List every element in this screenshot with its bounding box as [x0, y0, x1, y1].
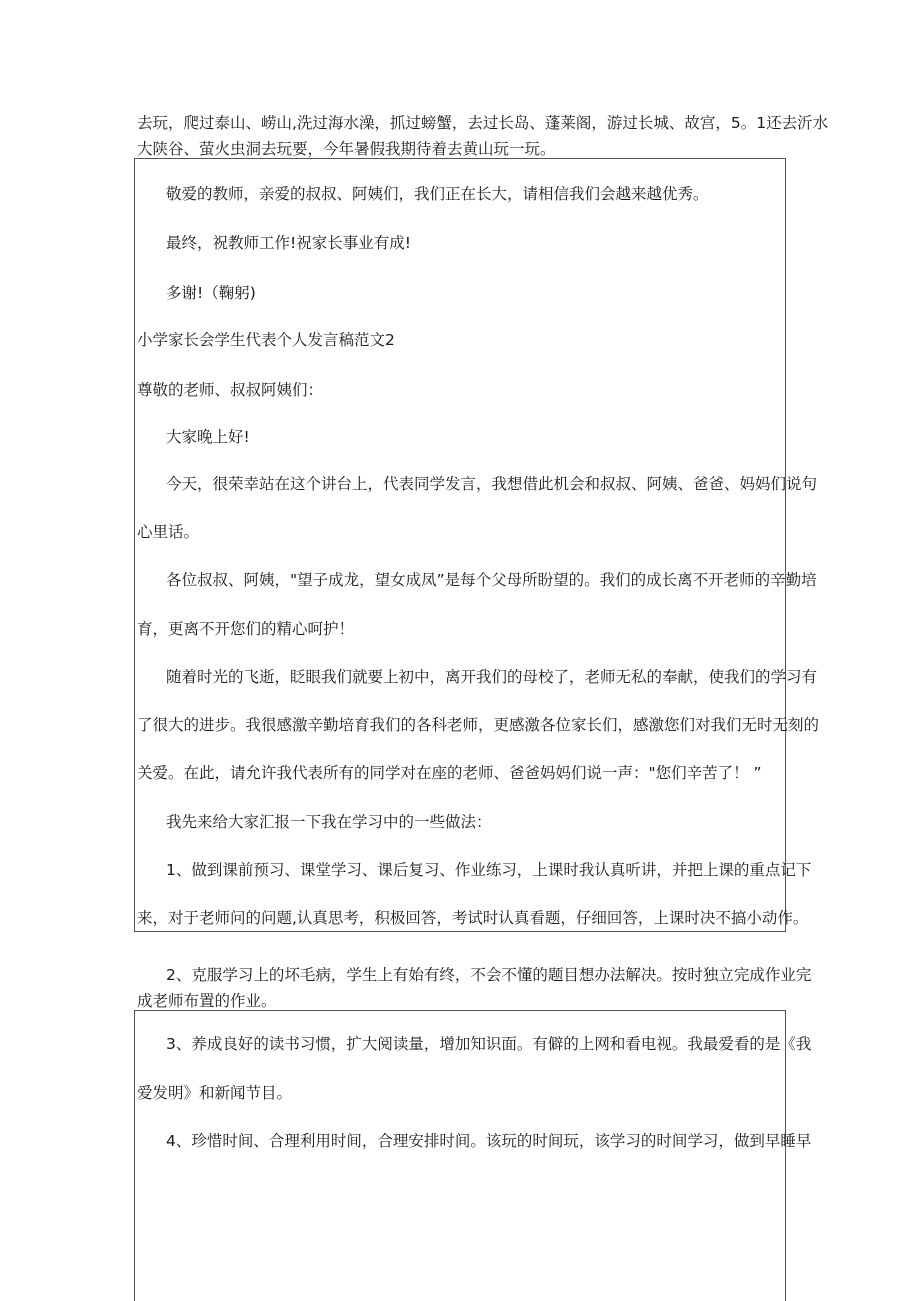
paragraph-8-line-1: 1、做到课前预习、课堂学习、课后复习、作业练习，上课时我认真听讲，并把上课的重点记下	[166, 861, 812, 879]
paragraph-11-line-1: 4、珍惜时间、合理利用时间，合理安排时间。该玩的时间玩，该学习的时间学习，做到早睡早	[166, 1132, 812, 1150]
paragraph-9-line-2: 成老师布置的作业。	[137, 992, 277, 1010]
intro-line-1: 去玩，爬过泰山、崂山,洗过海水澡，抓过螃蟹，去过长岛、蓬莱阁，游过长城、故宫，5。1还去沂水	[137, 114, 829, 132]
paragraph-final-wishes: 最终，祝教师工作!祝家长事业有成!	[166, 234, 411, 252]
paragraph-9-line-1: 2、克服学习上的坏毛病，学生上有始有终，不会不懂的题目想办法解决。按时独立完成作业完	[166, 966, 812, 984]
paragraph-4-line-1: 今天，很荣幸站在这个讲台上，代表同学发言，我想借此机会和叔叔、阿姨、爸爸、妈妈们说句	[166, 475, 818, 493]
paragraph-bow: 多谢!（鞠躬)	[166, 284, 256, 302]
intro-line-2: 大陕谷、萤火虫洞去玩要，今年暑假我期待着去黄山玩一玩。	[137, 140, 556, 158]
paragraph-6-line-2: 了很大的进步。我很感激辛勤培育我们的各科老师，更感激各位家长们，感激您们对我们无时无刻的	[137, 716, 820, 734]
paragraph-10-line-1: 3、养成良好的读书习惯，扩大阅读量，增加知识面。有僻的上网和看电视。我最爱看的是《我	[166, 1035, 812, 1053]
paragraph-5-line-2: 育，更离不开您们的精心呵护！	[137, 620, 355, 638]
paragraph-5-line-1: 各位叔叔、阿姨，"望子成龙，望女成凤”是每个父母所盼望的。我们的成长离不开老师的辛勤培	[166, 571, 817, 589]
paragraph-10-line-2: 爱发明》和新闻节目。	[137, 1084, 293, 1102]
paragraph-6-line-1: 随着时光的飞逝，眨眼我们就要上初中，离开我们的母校了，老师无私的奉献，使我们的学习有	[166, 668, 818, 686]
paragraph-8-line-2: 来，对于老师问的问题,认真思考，积极回答，考试时认真看题，仔细回答，上课时决不搞小动作。	[137, 909, 809, 927]
paragraph-thanks-teachers: 敬爱的教师，亲爱的叔叔、阿姨们，我们正在长大，请相信我们会越来越优秀。	[166, 185, 709, 203]
paragraph-6-line-3: 关爱。在此，请允许我代表所有的同学对在座的老师、爸爸妈妈们说一声："您们辛苦了！ ”	[137, 764, 762, 782]
paragraph-7: 我先来给大家汇报一下我在学习中的一些做法：	[166, 813, 492, 831]
greeting: 大家晚上好!	[166, 428, 250, 446]
paragraph-4-line-2: 心里话。	[137, 523, 200, 541]
section-title: 小学家长会学生代表个人发言稿范文2	[137, 331, 395, 349]
salutation: 尊敬的老师、叔叔阿姨们：	[137, 381, 324, 399]
